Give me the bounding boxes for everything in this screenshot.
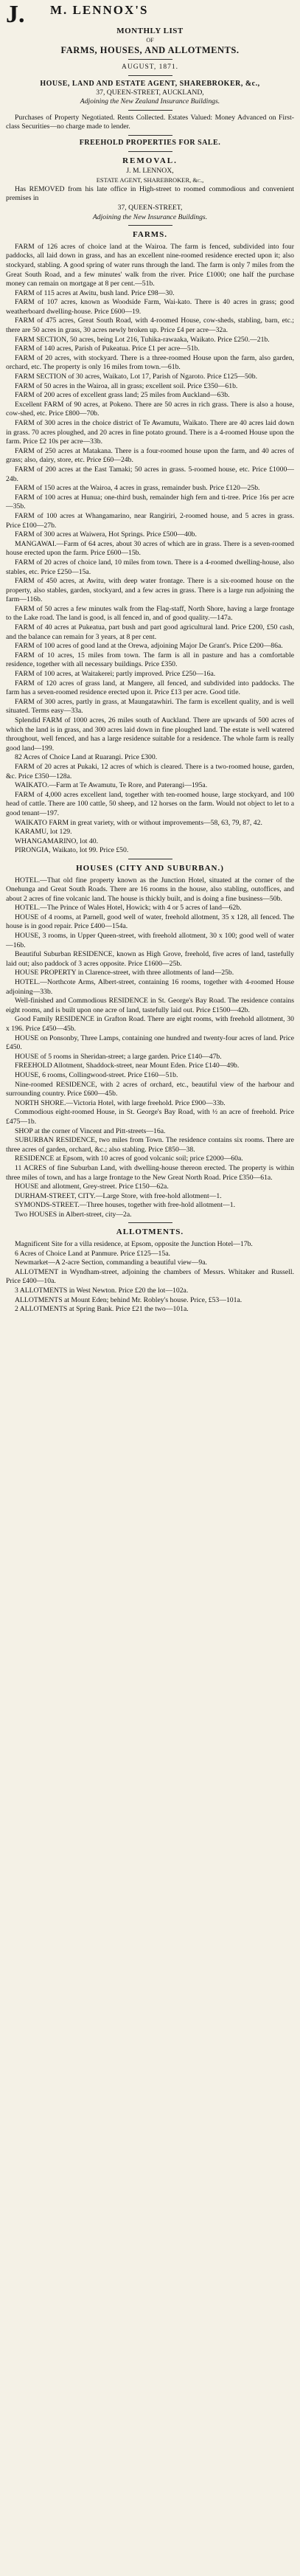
farm-listing: FARM of 50 acres a few minutes walk from the Flag-staff, North Shore, having a large frontage to the Lake road. The land is good, is all fenced in, and of good quality.—147a. (6, 604, 294, 623)
farm-listing: FARM of 20 acres, with stockyard. There is a three-roomed House upon the farm, also garden, orchard, etc. The property is only 16 miles from town.—61b. (6, 353, 294, 372)
house-listing: Commodious eight-roomed House, in St. George's Bay Road, with ½ an acre of freehold. Price £475—1b. (6, 1108, 294, 1126)
divider (128, 110, 172, 111)
farm-listing: FARM of 4,000 acres excellent land, together with ten-roomed house, large stockyard, and 100 head of cattle. There are 100 cattle, 50 sheep, and 12 horses on the farm. Would not object to let to a good tenant—197. (6, 790, 294, 817)
farm-listing: FARM of 100 acres at Whangamarino, near Rangiriri, 2-roomed house, and 5 acres in grass. Price £100—27b. (6, 511, 294, 530)
house-listing: HOUSE of 4 rooms, at Parnell, good well of water, freehold allotment, 35 x 128, all fenced. The house is in good repair. Price £400—154a. (6, 913, 294, 931)
masthead-initial: J. (6, 1, 25, 28)
farm-listing: WAIKATO.—Farm at Te Awamutu, Te Rore, and Paterangi—195a. (15, 781, 208, 790)
farms-heading: FARMS. (132, 230, 168, 240)
list-date: AUGUST, 1871. (122, 63, 178, 71)
house-listing: Beautiful Suburban RESIDENCE, known as High Grove, freehold, five acres of land, tastefully laid out; also paddock of 3 acres opposite. Price £1600—25b. (6, 950, 294, 968)
list-title: MONTHLY LIST (116, 27, 184, 35)
farm-listing: FARM of 126 acres of choice land at the Wairoa. The farm is fenced, subdivided into four paddocks, all laid down in grass, and has an excellent nine-roomed residence erected upon it; also stockyard, stabling. A good spring of water runs through the land. The farm is only 7 miles from the Great South Road, and a few minutes' walk from the river. Price £1000; one half the purchase money can remain on mortgage at 8 per cent.—51b. (6, 242, 294, 288)
houses-list (6, 876, 294, 1220)
house-listing: FREEHOLD Allotment, Shaddock-street, near Mount Eden. Price £140—49b. (15, 1062, 240, 1070)
farm-listing: FARM of 10 acres, 15 miles from town. The farm is all in pasture and has a comfortable residence, together with all necessary buildings. Price £350. (6, 651, 294, 669)
farm-listing: FARM of 107 acres, known as Woodside Farm, Wai-kato. There is 40 acres in grass; good weatherboard dwelling-house. Price £600—19. (6, 298, 294, 316)
farm-listing: FARM of 450 acres, at Awitu, with deep water frontage. There is a six-roomed house on the property, also stables, garden, stockyard, and a few acres in grass. There is a large run adjoining the farm—116b. (6, 577, 294, 604)
allotments-heading: ALLOTMENTS. (116, 1228, 184, 1237)
divider (128, 135, 172, 136)
farm-listing: FARM of 100 acres of good land at the Orewa, adjoining Major De Grant's. Price £200—86a. (15, 642, 283, 651)
allotments-list (6, 1240, 294, 1315)
removal-role: ESTATE AGENT, SHAREBROKER, &c., (96, 176, 204, 184)
farm-listing: FARM of 300 acres, partly in grass, at Maungatawhiri. The farm is excellent quality, and is well situated. Terms easy—33a. (6, 697, 294, 716)
house-listing: RESIDENCE at Epsom, with 10 acres of good volcanic soil; price £2000—60a. (15, 1154, 243, 1163)
house-listing: HOUSE, 6 rooms, Collingwood-street. Price £160—51b. (15, 1070, 178, 1079)
farm-listing: FARM of 20 acres at Pukaki, 12 acres of which is cleared. There is a two-roomed house, garden, &c. Price £350—128a. (6, 762, 294, 780)
removal-address: 37, QUEEN-STREET, (117, 203, 183, 212)
farm-listing: FARM of 475 acres, Great South Road, with 4-roomed House, cow-sheds, stabling, barn, etc.; there are 50 acres in grass, 30 acres newly broken up. Price £4 per acre—32a. (6, 316, 294, 335)
house-listing: DURHAM-STREET, CITY.—Large Store, with free-hold allotment—1. (15, 1191, 222, 1200)
monthly-list-page (6, 0, 294, 1315)
allotment-listing: Newmarket—A 2-acre Section, commanding a beautiful view—9a. (15, 1258, 207, 1267)
farm-listing: FARM of 120 acres of grass land, at Mangere, all fenced, and subdivided into paddocks. The farm has a seven-roomed residence erected upon it. Price £13 per acre. Good title. (6, 679, 294, 697)
agency-notice: Purchases of Property Negotiated. Rents Collected. Estates Valued: Money Advanced on First-class Securities—no charge made to lender. (6, 113, 294, 131)
farm-listing: Excellent FARM of 90 acres, at Pokeno. There are 50 acres in rich grass. There is also a house, cow-shed, etc. Price £800—70b. (6, 400, 294, 418)
farm-listing: FARM of 40 acres at Pukeatua, part bush and part good agricultural land. Price £200, £50 cash, and the balance can remain for 3 years, at 8 per cent. (6, 623, 294, 641)
list-title-of: OF (146, 37, 154, 44)
house-listing: HOUSE PROPERTY in Clarence-street, with three allotments of land—25b. (15, 969, 234, 977)
farm-listing: FARM of 100 acres at Hunua; one-third bush, remainder high fern and ti-tree. Price 16s per acre—35b. (6, 493, 294, 511)
farm-listing: WHANGAMARINO, lot 40. (15, 837, 99, 845)
masthead (6, 1, 294, 28)
farm-listing: 82 Acres of Choice Land at Ruarangi. Price £300. (15, 753, 158, 762)
house-listing: Two HOUSES in Albert-street, city—2a. (15, 1210, 132, 1219)
agency-line: HOUSE, LAND AND ESTATE AGENT, SHAREBROKER, &c., (40, 79, 260, 88)
divider (128, 75, 172, 76)
farm-listing: FARM of 50 acres in the Wairoa, all in grass; excellent soil. Price £350—61b. (15, 381, 238, 390)
farm-listing: FARM SECTION of 30 acres, Waikato, Lot 17, Parish of Ngaroto. Price £125—50b. (15, 373, 257, 381)
house-listing: Nine-roomed RESIDENCE, with 2 acres of orchard, etc., beautiful view of the harbour and surrounding country. Price £600—45b. (6, 1080, 294, 1098)
farm-listing: FARM of 140 acres, Parish of Pukeatua. Price £1 per acre—51b. (15, 344, 200, 353)
divider (128, 151, 172, 152)
farm-listing: FARM of 150 acres at the Wairoa, 4 acres in grass, remainder bush. Price £120—25b. (15, 484, 260, 493)
farms-list (6, 243, 294, 856)
divider (128, 225, 172, 226)
house-listing: HOTEL.—Northcote Arms, Albert-street, containing 16 rooms, together with 4-roomed House adjoining—33b. (6, 978, 294, 996)
farm-listing: PIRONGIA, Waikato, lot 99. Price £50. (15, 846, 129, 855)
houses-heading: HOUSES (CITY AND SUBURBAN.) (76, 863, 224, 873)
removal-heading: REMOVAL. (122, 156, 178, 165)
farm-listing: KARAMU, lot 129. (15, 828, 72, 837)
house-listing: SHOP at the corner of Vincent and Pitt-streets—16a. (15, 1126, 166, 1135)
list-subject: FARMS, HOUSES, AND ALLOTMENTS. (60, 45, 240, 55)
farm-listing: MANGAWAI.—Farm of 64 acres, about 30 acres of which are in grass. There is a seven-roomed house erected upon the farm. Price £600—15b. (6, 539, 294, 558)
house-listing: SUBURBAN RESIDENCE, two miles from Town. The residence contains six rooms. There are three acres of garden, orchard, &c.; also stabling. Price £850—38. (6, 1136, 294, 1154)
farm-listing: FARM of 115 acres at Awitu, bush land. Price £98—30. (15, 288, 175, 297)
allotment-listing: ALLOTMENTS at Mount Eden; behind Mr. Robley's house. Price, £53—101a. (15, 1295, 243, 1304)
house-listing: HOUSE, 3 rooms, in Upper Queen-street, with freehold allotment, 30 x 100; good well of water—16b. (6, 932, 294, 949)
divider (128, 1222, 172, 1223)
farm-listing: FARM of 250 acres at Matakana. There is a four-roomed house upon the farm, and 40 acres of grass; also, dairy, store, etc. Price £60—24b. (6, 446, 294, 465)
farm-listing: FARM of 200 acres of excellent grass land; 25 miles from Auckland—63b. (15, 391, 230, 400)
house-listing: HOUSE of 5 rooms in Sheridan-street; a large garden. Price £140—47b. (15, 1052, 222, 1061)
farm-listing: FARM of 200 acres at the East Tamaki; 50 acres in grass. 5-roomed house, etc. Price £1000—24b. (6, 465, 294, 483)
agency-adjoining: Adjoining the New Zealand Insurance Buildings. (80, 97, 220, 106)
house-listing: NORTH SHORE.—Victoria Hotel, with large freehold. Price £900—33b. (15, 1098, 226, 1107)
allotment-listing: Magnificent Site for a villa residence, at Epsom, opposite the Junction Hotel—17b. (15, 1240, 253, 1249)
removal-name: J. M. LENNOX, (126, 166, 174, 175)
house-listing: HOUSE and allotment, Grey-street. Price £150—62a. (15, 1183, 169, 1191)
allotment-listing: 3 ALLOTMENTS in West Newton. Price £20 the lot—102a. (15, 1287, 189, 1295)
farm-listing: Splendid FARM of 1000 acres, 26 miles south of Auckland. There are upwards of 500 acres of which the land is in grass, and 300 acres laid down in fine ploughed land. The estate is well watered throughout, well fenced, and has a large residence suitable for a residence. The whole farm is really good land—199. (6, 716, 294, 752)
house-listing: HOTEL.—That old fine property known as the Junction Hotel, situated at the corner of the Onehunga and Great South Roads. There are 16 rooms in the house, also stabling, outoffices, and about 2 acres of fine volcanic land. The house is thickly built, and is doing a fine business—50b. (6, 876, 294, 903)
house-listing: Good Family RESIDENCE in Grafton Road. There are eight rooms, with freehold allotment, 30 x 196. Price £450—45b. (6, 1015, 294, 1033)
removal-body: Has REMOVED from his late office in High-street to roomed commodious and convenient premises in (6, 184, 294, 203)
house-listing: HOTEL.—The Prince of Wales Hotel, Howick; with 4 or 5 acres of land—62b. (15, 904, 242, 913)
house-listing: HOUSE on Ponsonby, Three Lamps, containing one hundred and twenty-four acres of land. Price £450. (6, 1033, 294, 1052)
farm-listing: FARM of 300 acres in the choice district of Te Awamutu, Waikato. There are 40 acres laid down in grass. 70 acres ploughed, and 20 acres in fine potato ground. There is a 4-roomed House upon the farm. Price £2 10s per acre—33b. (6, 419, 294, 446)
masthead-name: M. LENNOX'S (50, 3, 149, 17)
house-listing: Well-finished and Commodious RESIDENCE in St. George's Bay Road. The residence contains eight rooms, and is built upon one acre of land, tastefully laid out. Price £1500—42b. (6, 997, 294, 1014)
freehold-heading: FREEHOLD PROPERTIES FOR SALE. (79, 138, 221, 147)
removal-adjoining: Adjoining the New Insurance Buildings. (92, 212, 208, 221)
farm-listing: FARM of 20 acres of choice land, 10 miles from town. There is a 4-roomed dwelling-house, also stables, etc. Price £250—15a. (6, 558, 294, 576)
allotment-listing: 6 Acres of Choice Land at Panmure. Price £125—15a. (15, 1249, 170, 1258)
house-listing: SYMONDS-STREET.—Three houses, together with free-hold allotment—1. (15, 1201, 236, 1210)
farm-listing: FARM of 100 acres, at Waitakerei; partly improved. Price £250—16a. (15, 670, 216, 679)
farm-listing: FARM SECTION, 50 acres, being Lot 216, Tuhika-rawaaka, Waikato. Price £250.—21b. (15, 335, 270, 344)
farm-listing: WAIKATO FARM in great variety, with or without improvements—58, 63, 79, 87, 42. (15, 818, 262, 827)
house-listing: 11 ACRES of fine Suburban Land, with dwelling-house thereon erected. The property is within three miles of town, and has a large frontage to the New Great North Road. Price £350—61a. (6, 1163, 294, 1182)
allotment-listing: ALLOTMENT in Wyndham-street, adjoining the chambers of Messrs. Whitaker and Russell. Price £400—10a. (6, 1267, 294, 1286)
agency-address: 37, QUEEN-STREET, AUCKLAND, (96, 88, 204, 97)
allotment-listing: 2 ALLOTMENTS at Spring Bank. Price £21 the two—101a. (15, 1305, 189, 1314)
divider (128, 59, 172, 60)
farm-listing: FARM of 300 acres at Waiwera, Hot Springs. Price £500—40b. (15, 530, 197, 539)
